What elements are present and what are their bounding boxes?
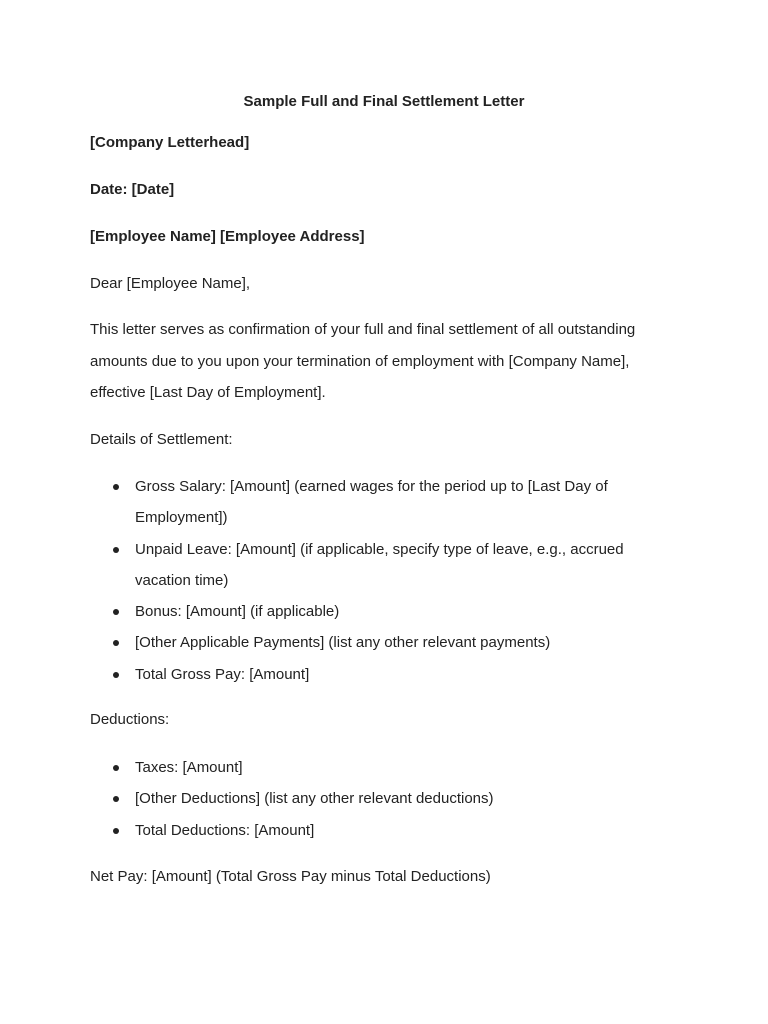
settlement-item-unpaid-leave: Unpaid Leave: [Amount] (if applicable, specify type of leave, e.g., accrued vacation time) [135, 540, 624, 589]
employee-name-address: [Employee Name] [Employee Address] [90, 228, 365, 245]
list-item [90, 815, 660, 846]
settlement-item-bonus: Bonus: [Amount] (if applicable) [135, 603, 340, 621]
bullet-icon [113, 672, 119, 678]
date-line: Date: [Date] [90, 181, 175, 198]
list-item [90, 659, 660, 690]
bullet-icon [113, 640, 119, 646]
list-item [90, 471, 660, 534]
bullet-icon [113, 547, 119, 553]
list-item [90, 627, 660, 658]
deduction-item-total: Total Deductions: [Amount] [135, 821, 315, 839]
bullet-icon [113, 796, 119, 802]
settlement-list [90, 471, 660, 690]
settlement-heading: Details of Settlement: [90, 431, 233, 448]
bullet-icon [113, 765, 119, 771]
settlement-item-total-gross: Total Gross Pay: [Amount] [135, 665, 310, 683]
deduction-item-taxes: Taxes: [Amount] [135, 759, 243, 776]
list-item [90, 752, 660, 783]
settlement-item-gross-salary: Gross Salary: [Amount] (earned wages for the period up to [Last Day of Employment]) [135, 478, 608, 527]
deduction-item-other: [Other Deductions] (list any other relevant deductions) [135, 790, 494, 808]
intro-paragraph: This letter serves as confirmation of your full and final settlement of all outstanding amounts due to you upon your termination of employment with [Company Name], effective [Last Day of Employment]. [90, 321, 636, 401]
list-item [90, 534, 660, 597]
bullet-icon [113, 484, 119, 490]
salutation: Dear [Employee Name], [90, 275, 251, 292]
settlement-item-other-payments: [Other Applicable Payments] (list any other relevant payments) [135, 634, 551, 652]
document-title: Sample Full and Final Settlement Letter [243, 93, 525, 110]
list-item [90, 596, 660, 627]
deductions-heading: Deductions: [90, 711, 170, 728]
bullet-icon [113, 609, 119, 615]
company-letterhead: [Company Letterhead] [90, 134, 250, 151]
bullet-icon [113, 828, 119, 834]
net-pay-line: Net Pay: [Amount] (Total Gross Pay minus Total Deductions) [90, 868, 491, 885]
deductions-list [90, 752, 660, 846]
list-item [90, 783, 660, 814]
